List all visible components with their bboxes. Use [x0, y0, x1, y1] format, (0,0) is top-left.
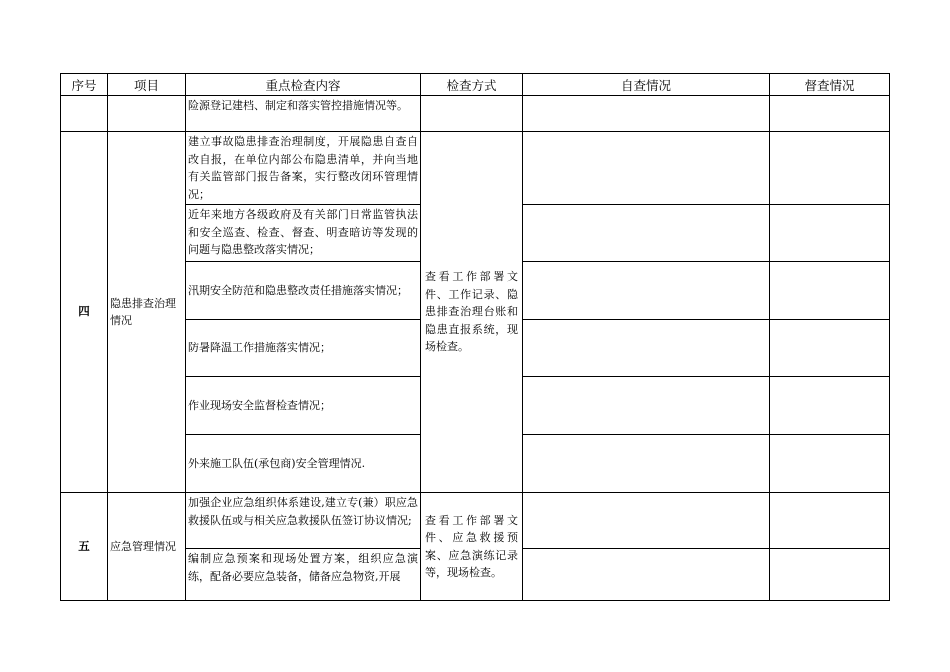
item-cell: [108, 96, 186, 132]
seq-cell: [61, 96, 108, 132]
content-cell: 汛期安全防范和隐患整改责任措施落实情况；: [186, 262, 421, 320]
header-method: 检查方式: [421, 74, 523, 96]
self-check-cell: [523, 96, 770, 132]
inspection-table: [60, 73, 890, 601]
section-5-number: 五: [61, 493, 108, 601]
supervision-cell: [770, 205, 890, 262]
self-check-cell: [523, 549, 770, 601]
self-check-cell: [523, 320, 770, 377]
header-content: 重点检查内容: [186, 74, 421, 96]
content-cell: 建立事故隐患排查治理制度，开展隐患自查自改自报，在单位内部公布隐患清单，并向当地有关监管部门报告备案，实行整改闭环管理情况；: [186, 132, 421, 205]
table-header-row: [61, 74, 890, 96]
header-supervision: 督查情况: [770, 74, 890, 96]
self-check-cell: [523, 205, 770, 262]
self-check-cell: [523, 262, 770, 320]
supervision-cell: [770, 132, 890, 205]
supervision-cell: [770, 320, 890, 377]
content-cell: 加强企业应急组织体系建设,建立专(兼）职应急救援队伍或与相关应急救援队伍签订协议情况;: [186, 493, 421, 549]
supervision-cell: [770, 435, 890, 493]
table-row: [61, 96, 890, 132]
supervision-cell: [770, 493, 890, 549]
content-cell: 险源登记建档、制定和落实管控措施情况等。: [186, 96, 421, 132]
section-5-item: 应急管理情况: [108, 493, 186, 601]
content-cell: 作业现场安全监督检查情况；: [186, 377, 421, 435]
method-cell: [421, 96, 523, 132]
supervision-cell: [770, 377, 890, 435]
section-5-method: 查看工作部署文件、应急救援预案、应急演练记录等，现场检查。: [421, 493, 523, 601]
supervision-cell: [770, 549, 890, 601]
supervision-cell: [770, 96, 890, 132]
supervision-cell: [770, 262, 890, 320]
section-4-method: 查看工作部署文件、工作记录、隐患排查治理台账和隐患直报系统，现场检查。: [421, 132, 523, 493]
table-row: [61, 493, 890, 549]
self-check-cell: [523, 132, 770, 205]
section-4-item: 隐患排查治理情况: [108, 132, 186, 493]
header-item: 项目: [108, 74, 186, 96]
section-4-number: 四: [61, 132, 108, 493]
content-cell: 近年来地方各级政府及有关部门日常监管执法和安全巡查、检查、督查、明查暗访等发现的问题与隐患整改落实情况；: [186, 205, 421, 262]
header-seq: 序号: [61, 74, 108, 96]
header-self-check: 自查情况: [523, 74, 770, 96]
self-check-cell: [523, 493, 770, 549]
content-cell: 防暑降温工作措施落实情况；: [186, 320, 421, 377]
self-check-cell: [523, 435, 770, 493]
content-cell: 编制应急预案和现场处置方案，组织应急演练，配备必要应急装备，储备应急物资,开展: [186, 549, 421, 601]
self-check-cell: [523, 377, 770, 435]
table-row: [61, 132, 890, 205]
content-cell: 外来施工队伍(承包商)安全管理情况.: [186, 435, 421, 493]
